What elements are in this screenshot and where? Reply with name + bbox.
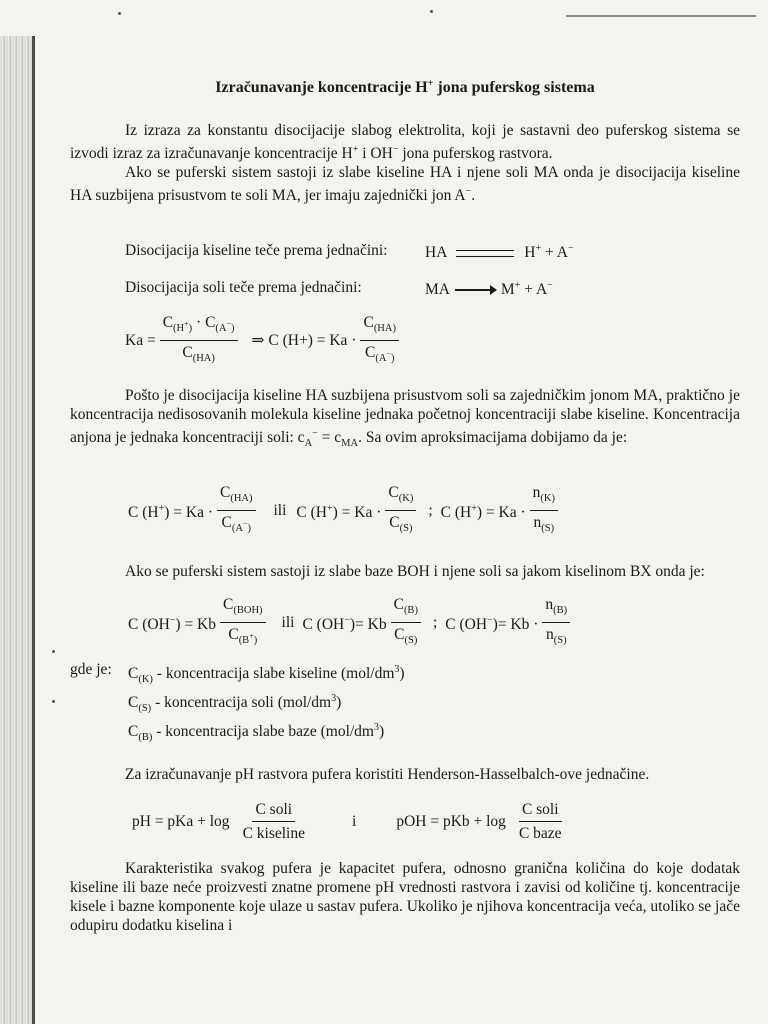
- symbol-legend: gde je: $C_{(K)}$ - koncentracija slabe kiseline $(mol/dm^3)$ $C_{(S)}$ - koncentracija soli $(mol/dm^3)$ $C_{(B)}$ - koncentracija slabe baze $(mol/dm^3)$: [70, 661, 405, 743]
- paragraph-capacity: Karakteristika svakog pufera je kapacitet pufera, odnosno granična količina do koje dodatak kiseline ili baze neće proizvesti znatne promene pH vrednosti rastvora i zavisi od količine tj. koncentracije kisele i bazne komponente koje ulaze u sastav pufera. Ukoliko je njihova koncentracija veća, utoliko se jače odupiru dodatku kiselina i: [70, 860, 740, 934]
- reaction-acid-equation: HA H+ + A−: [425, 243, 574, 261]
- page-binding-edge: [32, 36, 35, 1024]
- paragraph-buffer-base: Ako se puferski sistem sastoji iz slabe baze BOH i njene soli sa jakom kiselinom BX onda je:: [125, 563, 705, 580]
- reaction-salt-equation: MA M+ + A−: [425, 280, 553, 298]
- scan-artifact-line: [566, 15, 756, 17]
- h-ion-equations: C (H+) = Ka · $\frac{C_{(HA)}}{C_{(A^-)}}$ ili C (H+) = Ka · $\frac{C_{(K)}}{C_{(S)}}$ ; C (H+) = Ka · $\frac{n_{(K)}}{n_{(S)}}$: [70, 483, 740, 538]
- equilibrium-arrow-icon: [456, 249, 514, 258]
- document-page: [70, 74, 740, 935]
- scan-speck: [52, 700, 55, 703]
- page-binding-shadow: [0, 36, 34, 1024]
- oh-ion-equations: C (OH−) = Kb $\frac{C_{(BOH)}}{C_{(B^+)}}$ ili C (OH−)= Kb $\frac{C_{(B)}}{C_{(S)}}$ ; C (OH−)= Kb · $\frac{n_{(B)}}{n_{(S)}}$: [70, 595, 740, 650]
- scan-speck: [430, 10, 433, 13]
- paragraph-approximation: Pošto je disocijacija kiseline HA suzbijena prisustvom soli sa zajedničkim jonom MA, praktično je koncentracija nedisosovanih molekula kiseline jednaka početnoj koncentraciji slabe kiseline. Koncentracija anjona je jednaka koncentraciji soli: $c_A^- = c_{MA}$. Sa ovim aproksimacijama dobijamo da je:: [70, 387, 740, 449]
- reaction-acid: Disocijacija kiseline teče prema jednačini: HA H+ + A−: [70, 239, 740, 262]
- scan-speck: [118, 12, 121, 15]
- ka-equation: Ka = $\frac{C_{(H^+)} \cdot C_{(A^-)}}{C_{(HA)}}$ ⇒ C (H+) = Ka · $\frac{C_{(HA)}}{C_{(A^-)}}$: [70, 313, 740, 368]
- paragraph-henderson: Za izračunavanje pH rastvora pufera koristiti Henderson-Hasselbalch-ove jednačine.: [125, 766, 650, 783]
- henderson-equations: pH = pKa + log $\frac{\text{C soli}}{\text{C kiseline}}$ i pOH = pKb + log $\frac{\text{C soli}}{\text{C baze}}$: [132, 801, 562, 842]
- page-title: Izračunavanje koncentracije H+ jona puferskog sistema: [215, 78, 595, 96]
- paragraph-intro: Iz izraza za konstantu disocijacije slabog elektrolita, koji je sastavni deo puferskog sistema se izvodi izraz za izračunavanje koncentracije H+ i OH− jona puferskog rastvora.: [70, 122, 740, 162]
- forward-arrow-icon: [455, 289, 495, 291]
- scan-speck: [52, 650, 55, 653]
- paragraph-buffer-acid: Ako se puferski sistem sastoji iz slabe kiseline HA i njene soli MA onda je disocijacija kiseline HA suzbijena prisustvom te soli MA, jer imaju zajednički jon A−.: [70, 164, 740, 204]
- reaction-salt: Disocijacija soli teče prema jednačini: MA M+ + A−: [70, 276, 740, 299]
